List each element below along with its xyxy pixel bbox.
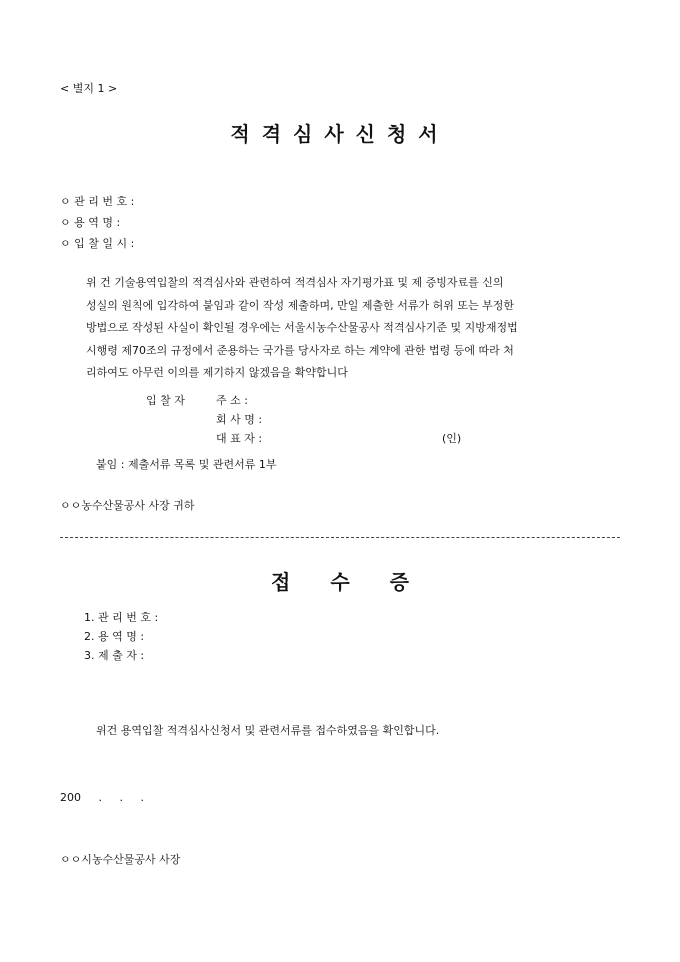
receipt-row-service-name <box>84 628 144 644</box>
bidder-address-label: 주 소 : <box>216 394 248 407</box>
bidder-company-label: 회 사 명 : <box>216 413 263 426</box>
seal-mark: (인) <box>442 432 462 445</box>
management-number-label: ㅇ 관 리 번 호 : <box>60 195 135 208</box>
cut-line-divider <box>60 537 620 538</box>
receipt-confirm-text: 위건 용역입찰 적격심사신청서 및 관련서류를 접수하였음을 확인합니다. <box>96 724 440 737</box>
receipt-row-submitter <box>84 647 144 663</box>
pledge-line: 성실의 원칙에 입각하여 붙임과 같이 작성 제출하며, 만일 제출한 서류가 허위 또는 부정한 <box>86 298 514 312</box>
addressee: ㅇㅇ농수산물공사 사장 귀하 <box>60 499 195 512</box>
document-title: 적격심사신청서 <box>230 122 450 146</box>
receipt-title: 접수증 <box>271 570 449 594</box>
receipt-management-number-label: 1. 관 리 번 호 : <box>84 611 159 624</box>
pledge-line: 리하여도 아무런 이의를 제기하지 않겠음을 확약합니다 <box>86 366 348 379</box>
receipt-submitter-label: 3. 제 출 자 : <box>84 649 145 662</box>
pledge-line: 방법으로 작성된 사실이 확인될 경우에는 서울시농수산물공사 적격심사기준 및 지방재정법 <box>86 321 518 334</box>
info-row-service-name <box>60 214 120 230</box>
receipt-date-line: 200 . . . <box>60 791 144 804</box>
pledge-paragraph <box>86 272 626 385</box>
bidder-rep-label: 대 표 자 : <box>216 432 263 445</box>
service-name-label: ㅇ 용 역 명 : <box>60 216 121 229</box>
receipt-issuer: ㅇㅇ시농수산물공사 사장 <box>60 853 181 866</box>
info-row-bid-date <box>60 235 134 251</box>
bid-date-label: ㅇ 입 찰 일 시 : <box>60 237 135 250</box>
bidder-heading: 입 찰 자 <box>146 394 185 407</box>
attachment-label: < 별지 1 > <box>60 82 118 95</box>
receipt-service-name-label: 2. 용 역 명 : <box>84 630 145 643</box>
enclosure-note: 붙임 : 제출서류 목록 및 관련서류 1부 <box>96 458 277 471</box>
pledge-line: 위 건 기술용역입찰의 적격심사와 관련하여 적격심사 자기평가표 및 제 증빙자료를 신의 <box>86 276 504 289</box>
receipt-row-management-number <box>84 609 158 625</box>
info-row-management-number <box>60 193 134 209</box>
pledge-line: 시행령 제70조의 규정에서 준용하는 국가를 당사자로 하는 계약에 관한 법령 등에 따라 처 <box>86 343 514 357</box>
